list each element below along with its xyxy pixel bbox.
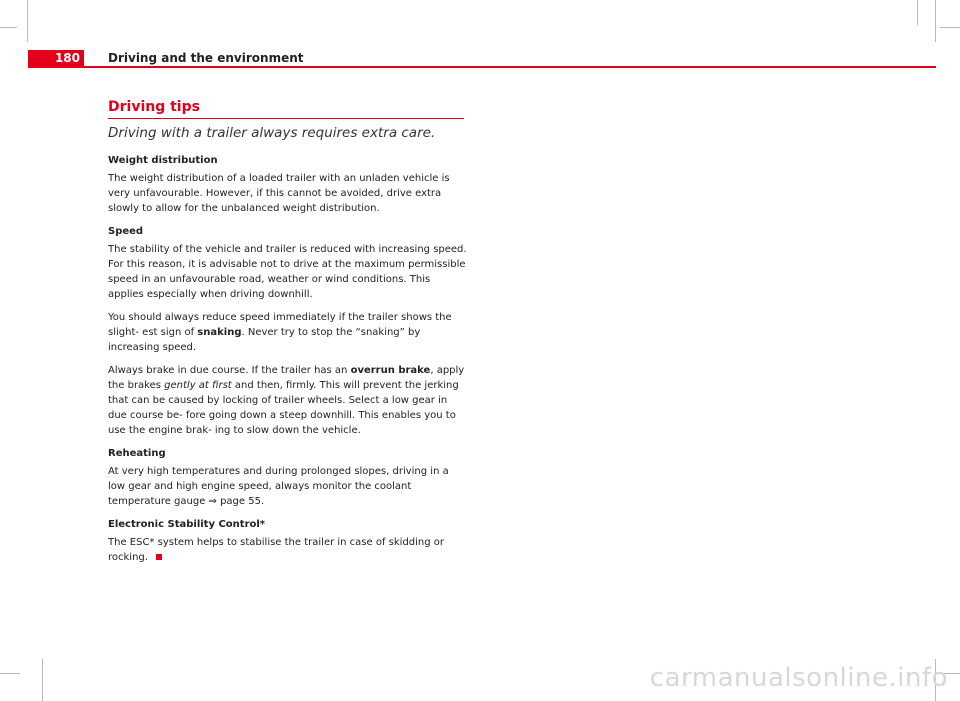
section-rule — [108, 118, 464, 119]
crop-mark — [935, 0, 936, 42]
brake-text-post: and then, firmly. This will prevent the jerking that can be caused by locking of trailer wheels. Select a low gear in due course be- fore going down a steep downhill. This enables you to use the engine brak- ing to slow down the vehicle. — [108, 380, 459, 436]
end-of-section-icon — [156, 554, 162, 560]
brake-bold: overrun brake — [350, 365, 431, 376]
snaking-text-pre: You should always reduce speed immediately if the trailer shows the slight- est sign of — [108, 312, 452, 338]
crop-mark — [42, 659, 43, 701]
chapter-title: Driving and the environment — [108, 51, 304, 65]
snaking-paragraph — [108, 310, 468, 355]
esc-text: The ESC* system helps to stabilise the trailer in case of skidding or rocking. — [108, 537, 445, 563]
lead-text: Driving with a trailer always requires extra care. — [108, 125, 436, 141]
snaking-text-post: . Never try to stop the “snaking” by increasing speed. — [108, 327, 421, 353]
speed-heading: Speed — [108, 226, 144, 237]
page-number: 180 — [28, 50, 84, 67]
crop-mark — [917, 0, 918, 25]
crop-mark — [0, 27, 17, 28]
crop-mark — [0, 673, 20, 674]
brake-paragraph — [108, 363, 468, 438]
esc-paragraph — [108, 535, 468, 565]
snaking-bold: snaking — [197, 327, 242, 338]
weight-heading: Weight distribution — [108, 155, 218, 166]
brake-text-mid: , apply the brakes — [108, 365, 465, 391]
header-rule — [28, 66, 936, 68]
brake-italic: gently at first — [164, 380, 232, 391]
speed-paragraph: The stability of the vehicle and trailer is reduced with increasing speed. For this reason, it is advisable not to drive at the maximum permissible speed in an unfavourable road, weather or wind conditions. This applies especially when driving downhill. — [108, 244, 467, 300]
body-content — [108, 153, 468, 573]
crop-mark — [27, 0, 28, 42]
watermark: carmanualsonline.info — [649, 663, 948, 693]
brake-text-pre: Always brake in due course. If the trailer has an — [108, 365, 351, 376]
reheating-paragraph: At very high temperatures and during prolonged slopes, driving in a low gear and high engine speed, always monitor the coolant temperature gauge ⇒ page 55. — [108, 466, 449, 507]
section-title: Driving tips — [108, 99, 200, 115]
esc-heading: Electronic Stability Control* — [108, 519, 266, 530]
reheating-heading: Reheating — [108, 448, 166, 459]
crop-mark — [940, 27, 960, 28]
weight-paragraph: The weight distribution of a loaded trailer with an unladen vehicle is very unfavourable. However, if this cannot be avoided, drive extra slowly to allow for the unbalanced weight distribution. — [108, 173, 450, 214]
